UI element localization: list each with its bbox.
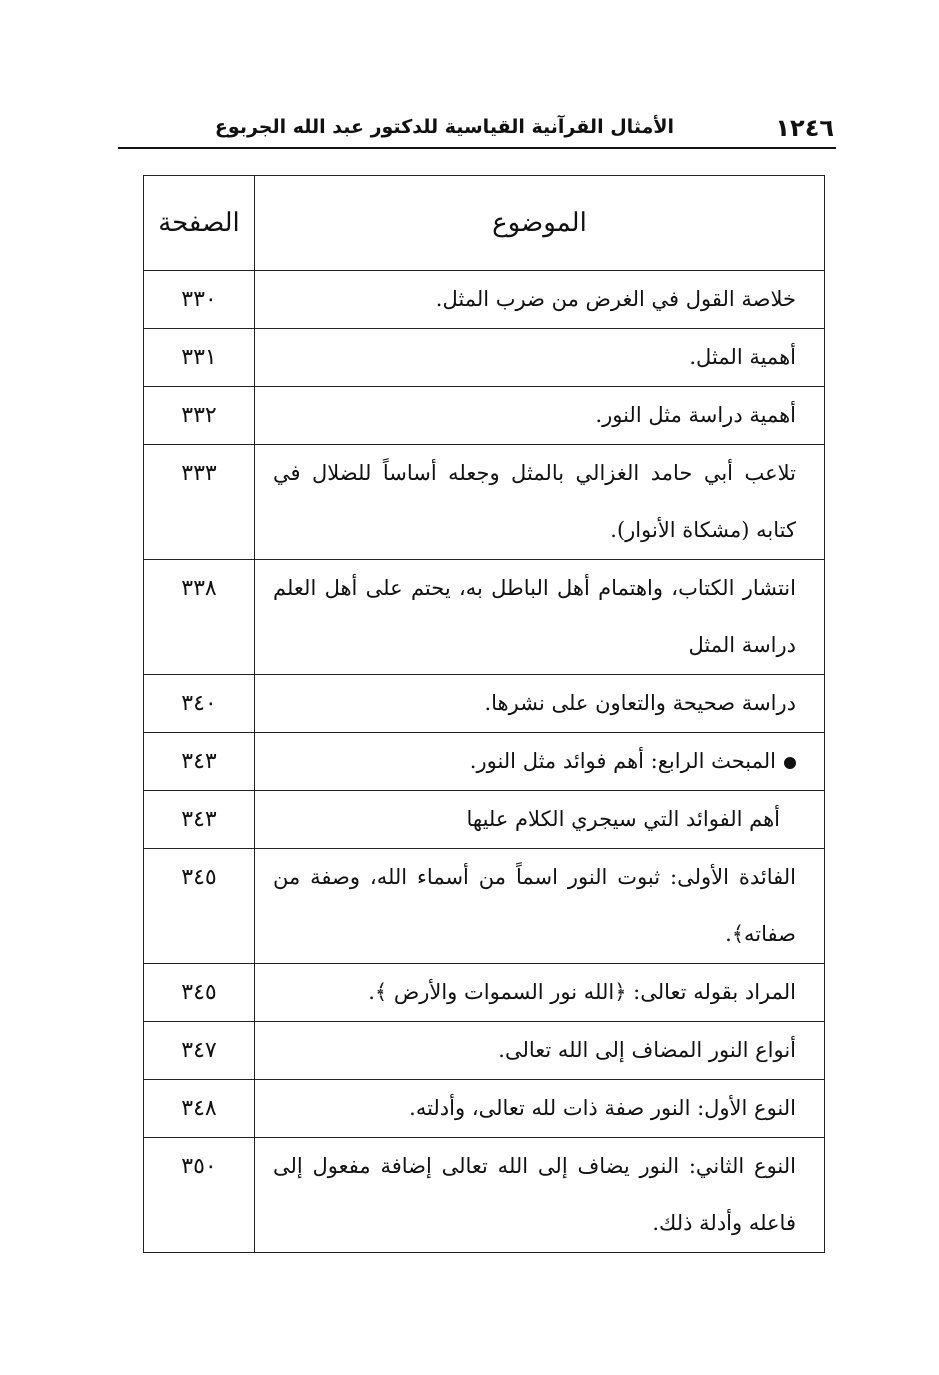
row-subject bbox=[255, 733, 825, 791]
row-subject: الفائدة الأولى: ثبوت النور اسماً من أسماء الله، وصفة من صفاته﴾. bbox=[255, 849, 825, 964]
row-subject: النوع الثاني: النور يضاف إلى الله تعالى إضافة مفعول إلى فاعله وأدلة ذلك. bbox=[255, 1138, 825, 1253]
table-row bbox=[144, 445, 825, 560]
row-subject: أهمية دراسة مثل النور. bbox=[255, 387, 825, 445]
contents-table bbox=[143, 175, 825, 1253]
table-row bbox=[144, 791, 825, 849]
table-row bbox=[144, 329, 825, 387]
book-title: الأمثال القرآنية القياسية للدكتور عبد الله الجربوع bbox=[214, 116, 674, 138]
table-header-row bbox=[144, 176, 825, 271]
table-row bbox=[144, 560, 825, 675]
row-page: ٣٥٠ bbox=[144, 1138, 255, 1253]
row-page: ٣٣١ bbox=[144, 329, 255, 387]
row-subject: النوع الأول: النور صفة ذات لله تعالى، وأدلته. bbox=[255, 1080, 825, 1138]
row-page: ٣٤٧ bbox=[144, 1022, 255, 1080]
table-row bbox=[144, 1022, 825, 1080]
row-subject-text: المبحث الرابع: أهم فوائد مثل النور. bbox=[469, 749, 776, 773]
table-row bbox=[144, 964, 825, 1022]
table-row bbox=[144, 1080, 825, 1138]
page-column-header: الصفحة bbox=[144, 176, 255, 271]
row-subject: انتشار الكتاب، واهتمام أهل الباطل به، يحتم على أهل العلم دراسة المثل bbox=[255, 560, 825, 675]
row-page: ٣٤٣ bbox=[144, 791, 255, 849]
table-row bbox=[144, 1138, 825, 1253]
row-page: ٣٤٥ bbox=[144, 849, 255, 964]
page-header bbox=[118, 112, 836, 144]
row-page: ٣٣٢ bbox=[144, 387, 255, 445]
row-subject: دراسة صحيحة والتعاون على نشرها. bbox=[255, 675, 825, 733]
row-subject: أهم الفوائد التي سيجري الكلام عليها bbox=[255, 791, 825, 849]
table-row bbox=[144, 849, 825, 964]
row-subject: تلاعب أبي حامد الغزالي بالمثل وجعله أساساً للضلال في كتابه (مشكاة الأنوار). bbox=[255, 445, 825, 560]
row-subject: أهمية المثل. bbox=[255, 329, 825, 387]
page-number: ١٢٤٦ bbox=[775, 114, 834, 142]
table-row bbox=[144, 733, 825, 791]
row-page: ٣٣٠ bbox=[144, 271, 255, 329]
header-rule bbox=[118, 147, 836, 149]
subject-column-header: الموضوع bbox=[255, 176, 825, 271]
row-page: ٣٤٨ bbox=[144, 1080, 255, 1138]
bullet-icon bbox=[784, 757, 796, 769]
row-subject: المراد بقوله تعالى: ﴿الله نور السموات والأرض ﴾. bbox=[255, 964, 825, 1022]
row-page: ٣٣٨ bbox=[144, 560, 255, 675]
table-row bbox=[144, 387, 825, 445]
row-page: ٣٤٣ bbox=[144, 733, 255, 791]
table-row bbox=[144, 271, 825, 329]
row-page: ٣٤٥ bbox=[144, 964, 255, 1022]
row-page: ٣٣٣ bbox=[144, 445, 255, 560]
table-row bbox=[144, 675, 825, 733]
row-subject: أنواع النور المضاف إلى الله تعالى. bbox=[255, 1022, 825, 1080]
row-subject: خلاصة القول في الغرض من ضرب المثل. bbox=[255, 271, 825, 329]
row-page: ٣٤٠ bbox=[144, 675, 255, 733]
